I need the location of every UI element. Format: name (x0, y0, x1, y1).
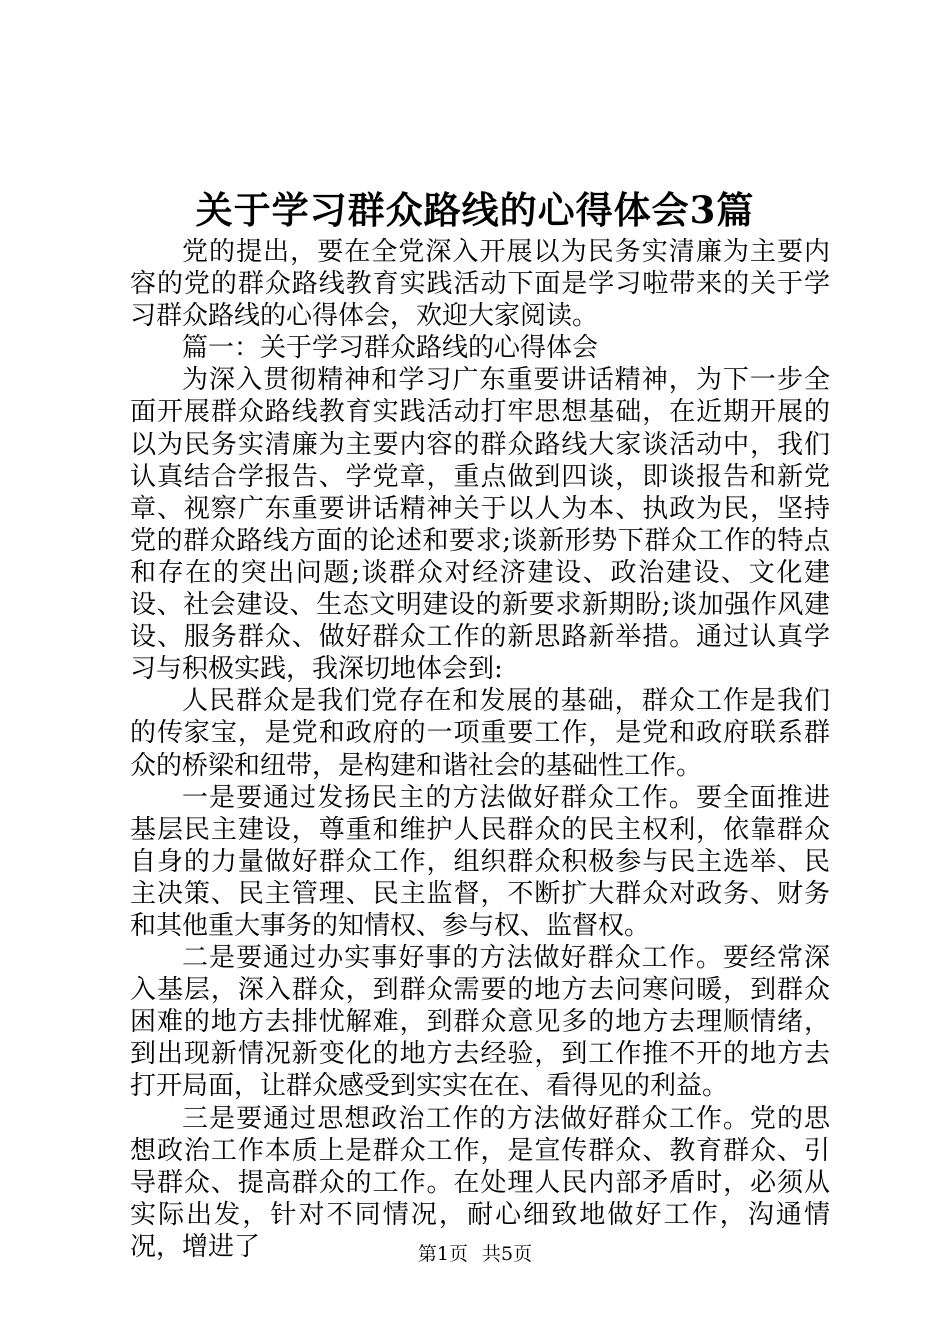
page-total: 共5页 (482, 1243, 533, 1265)
intro-paragraph: 党的提出，要在全党深入开展以为民务实清廉为主要内容的党的群众路线教育实践活动下面是学习啦带来的关于学习群众路线的心得体会，欢迎大家阅读。 (130, 237, 830, 332)
body-paragraph: 人民群众是我们党存在和发展的基础，群众工作是我们的传家宝，是党和政府的一项重要工作，是党和政府联系群众的桥梁和纽带，是构建和谐社会的基础性工作。 (130, 686, 830, 781)
body-paragraph: 三是要通过思想政治工作的方法做好群众工作。党的思想政治工作本质上是群众工作，是宣传群众、教育群众、引导群众、提高群众的工作。在处理人民内部矛盾时，必须从实际出发，针对不同情况，耐心细致地做好工作，沟通情况，增进了 (130, 1103, 830, 1262)
page-footer (0, 1240, 950, 1268)
page-number: 第1页 (417, 1243, 468, 1265)
document-body (130, 236, 830, 1263)
body-paragraph: 一是要通过发扬民主的方法做好群众工作。要全面推进基层民主建设，尊重和维护人民群众的民主权利，依靠群众自身的力量做好群众工作，组织群众积极参与民主选举、民主决策、民主管理、民主监督，不断扩大群众对政务、财务和其他重大事务的知情权、参与权、监督权。 (130, 782, 830, 941)
section-heading: 篇一：关于学习群众路线的心得体会 (182, 333, 599, 364)
body-paragraph: 为深入贯彻精神和学习广东重要讲话精神，为下一步全面开展群众路线教育实践活动打牢思想基础，在近期开展的以为民务实清廉为主要内容的群众路线大家谈活动中，我们认真结合学报告、学党章，重点做到四谈，即谈报告和新党章、视察广东重要讲话精神关于以人为本、执政为民，坚持党的群众路线方面的论述和要求;谈新形势下群众工作的特点和存在的突出问题;谈群众对经济建设、政治建设、文化建设、社会建设、生态文明建设的新要求新期盼;谈加强作风建设、服务群众、做好群众工作的新思路新举措。通过认真学习与积极实践，我深切地体会到: (130, 365, 830, 685)
document-title: 关于学习群众路线的心得体会3篇 (195, 188, 755, 232)
body-paragraph: 二是要通过办实事好事的方法做好群众工作。要经常深入基层，深入群众，到群众需要的地方去问寒问暖，到群众困难的地方去排忧解难，到群众意见多的地方去理顺情绪，到出现新情况新变化的地方去经验，到工作推不开的地方去打开局面，让群众感受到实实在在、看得见的利益。 (130, 943, 830, 1102)
